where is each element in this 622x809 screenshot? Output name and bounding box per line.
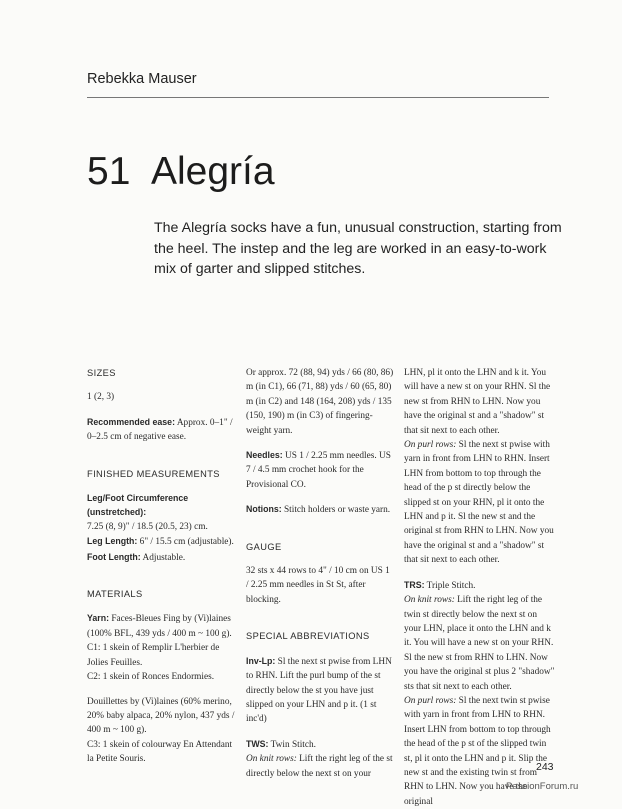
tws-purl-paragraph bbox=[404, 438, 556, 568]
trs-text: Triple Stitch. bbox=[424, 580, 476, 591]
finished-heading: FINISHED MEASUREMENTS bbox=[87, 468, 220, 479]
gauge-text: 32 sts x 44 rows to 4" / 10 cm on US 1 / 2.25 mm needles in St St, after blocking. bbox=[246, 566, 390, 605]
needles-paragraph bbox=[246, 448, 394, 492]
column-3 bbox=[404, 366, 556, 809]
tws-cont-text: LHN, pl it onto the LHN and k it. You will have a new st on your RHN. Sl the new st from RHN to LHN. Now you have the original st and a "shadow" st that sit next to each other. bbox=[404, 368, 551, 436]
materials-heading: MATERIALS bbox=[87, 589, 143, 600]
foot-value: Adjustable. bbox=[140, 552, 186, 563]
circ-label: Leg/Foot Circumference (unstretched): bbox=[87, 493, 189, 518]
tws-paragraph bbox=[246, 737, 394, 752]
column-2 bbox=[246, 366, 394, 781]
needles-label: Needles: bbox=[246, 450, 283, 461]
purl-rows-label: On purl rows: bbox=[404, 440, 457, 451]
needles-text: US 1 / 2.25 mm needles. US 7 / 4.5 mm crochet hook for the Provisional CO. bbox=[246, 451, 391, 490]
trs-knit-text: Lift the right leg of the twin st directly below the next st on your LHN, place it onto the LHN and k it. You will have a new st on your RHN. Sl the new st from RHN to LHN. Now you have the original st plus 2 "shadow" sts that sit next to each other. bbox=[404, 595, 555, 692]
tws-purl-text: Sl the next st pwise with yarn in front from LHN to RHN. Insert LHN from bottom to top through the head of the p st directly below the slipped st on your RHN, pl it onto the LHN and p it. Sl the new st and the original st from RHN to LHN. Now you have the original st and a "shadow" st that sit next to each other. bbox=[404, 440, 554, 566]
watermark: PassionForum.ru bbox=[506, 781, 579, 792]
circ-value: 7.25 (8, 9)" / 18.5 (20.5, 23) cm. bbox=[87, 521, 208, 532]
intro-paragraph: The Alegría socks have a fun, unusual construction, starting from the heel. The instep and the leg are worked in an easy-to-work mix of garter and slipped stitches. bbox=[154, 220, 562, 277]
trs-label: TRS: bbox=[404, 579, 425, 590]
trs-paragraph bbox=[404, 578, 556, 593]
sizes-value: 1 (2, 3) bbox=[87, 392, 115, 403]
c2-text: C2: 1 skein of Ronces Endormies. bbox=[87, 672, 215, 683]
notions-label: Notions: bbox=[246, 504, 282, 515]
leg-value: 6" / 15.5 cm (adjustable). bbox=[137, 537, 234, 548]
foot-length bbox=[87, 550, 237, 565]
approx-text: Or approx. 72 (88, 94) yds / 66 (80, 86) m (in C1), 66 (71, 88) yds / 60 (65, 80) m (in C2) and 148 (164, 208) yds / 135 (150, 190) m (in C3) of fingering-weight yarn. bbox=[246, 368, 394, 436]
c1-text: C1: 1 skein of Remplir L'herbier de Jolies Feuilles. bbox=[87, 643, 220, 668]
column-1 bbox=[87, 366, 237, 767]
header-divider bbox=[87, 97, 549, 98]
tws-knit-paragraph bbox=[246, 752, 394, 781]
c3-text: C3: 1 skein of colourway En Attendant la Petite Souris. bbox=[87, 739, 233, 765]
trs-purl-label: On purl rows: bbox=[404, 695, 457, 706]
ease-paragraph bbox=[87, 415, 237, 445]
ease-text: Approx. 0–1" / 0–2.5 cm of negative ease. bbox=[87, 417, 233, 443]
trs-knit-label: On knit rows: bbox=[404, 595, 455, 606]
leg-label: Leg Length: bbox=[87, 536, 138, 547]
leg-length bbox=[87, 534, 237, 549]
pattern-title: Alegría bbox=[151, 150, 275, 193]
invlp-label: Inv-Lp: bbox=[246, 655, 276, 666]
author-name: Rebekka Mauser bbox=[87, 71, 197, 87]
notions-paragraph bbox=[246, 502, 394, 517]
tws-text: Twin Stitch. bbox=[268, 739, 316, 750]
trs-knit-paragraph bbox=[404, 593, 556, 694]
ease-label: Recommended ease: bbox=[87, 416, 176, 427]
yarn-paragraph bbox=[87, 611, 237, 641]
trs-purl-text: Sl the next twin st pwise with yarn in front from LHN to RHN. Insert LHN from bottom to top through the head of the p st of the slipped twin st, pl it onto the LHN and p it. Slip the new st and the existing twin st from RHN to LHN. Now you have the original bbox=[404, 695, 551, 807]
abbr-heading: SPECIAL ABBREVIATIONS bbox=[246, 631, 370, 642]
invlp-text: Sl the next st pwise from LHN to RHN. Lift the purl bump of the st directly below the st you have just slipped on your LHN and p it. (1 st inc'd) bbox=[246, 656, 392, 725]
gauge-heading: GAUGE bbox=[246, 541, 282, 552]
yarn-text: Faces-Bleues Fing by (Vi)laines (100% BFL, 439 yds / 400 m ~ 100 g). bbox=[87, 614, 232, 639]
notions-text: Stitch holders or waste yarn. bbox=[281, 505, 391, 516]
tws-label: TWS: bbox=[246, 738, 269, 749]
invlp-paragraph bbox=[246, 654, 394, 727]
page-number: 243 bbox=[536, 761, 554, 773]
sizes-heading: SIZES bbox=[87, 368, 116, 378]
pattern-number: 51 bbox=[87, 150, 131, 193]
knit-rows-label: On knit rows: bbox=[246, 754, 297, 765]
tws-knit-text: Lift the right leg of the st directly below the next st on your bbox=[246, 754, 393, 779]
yarn-label: Yarn: bbox=[87, 613, 110, 624]
foot-label: Foot Length: bbox=[87, 551, 141, 562]
douillettes-text: Douillettes by (Vi)laines (60% merino, 20% baby alpaca, 20% nylon, 437 yds / 400 m ~ 100 g). bbox=[87, 696, 235, 736]
